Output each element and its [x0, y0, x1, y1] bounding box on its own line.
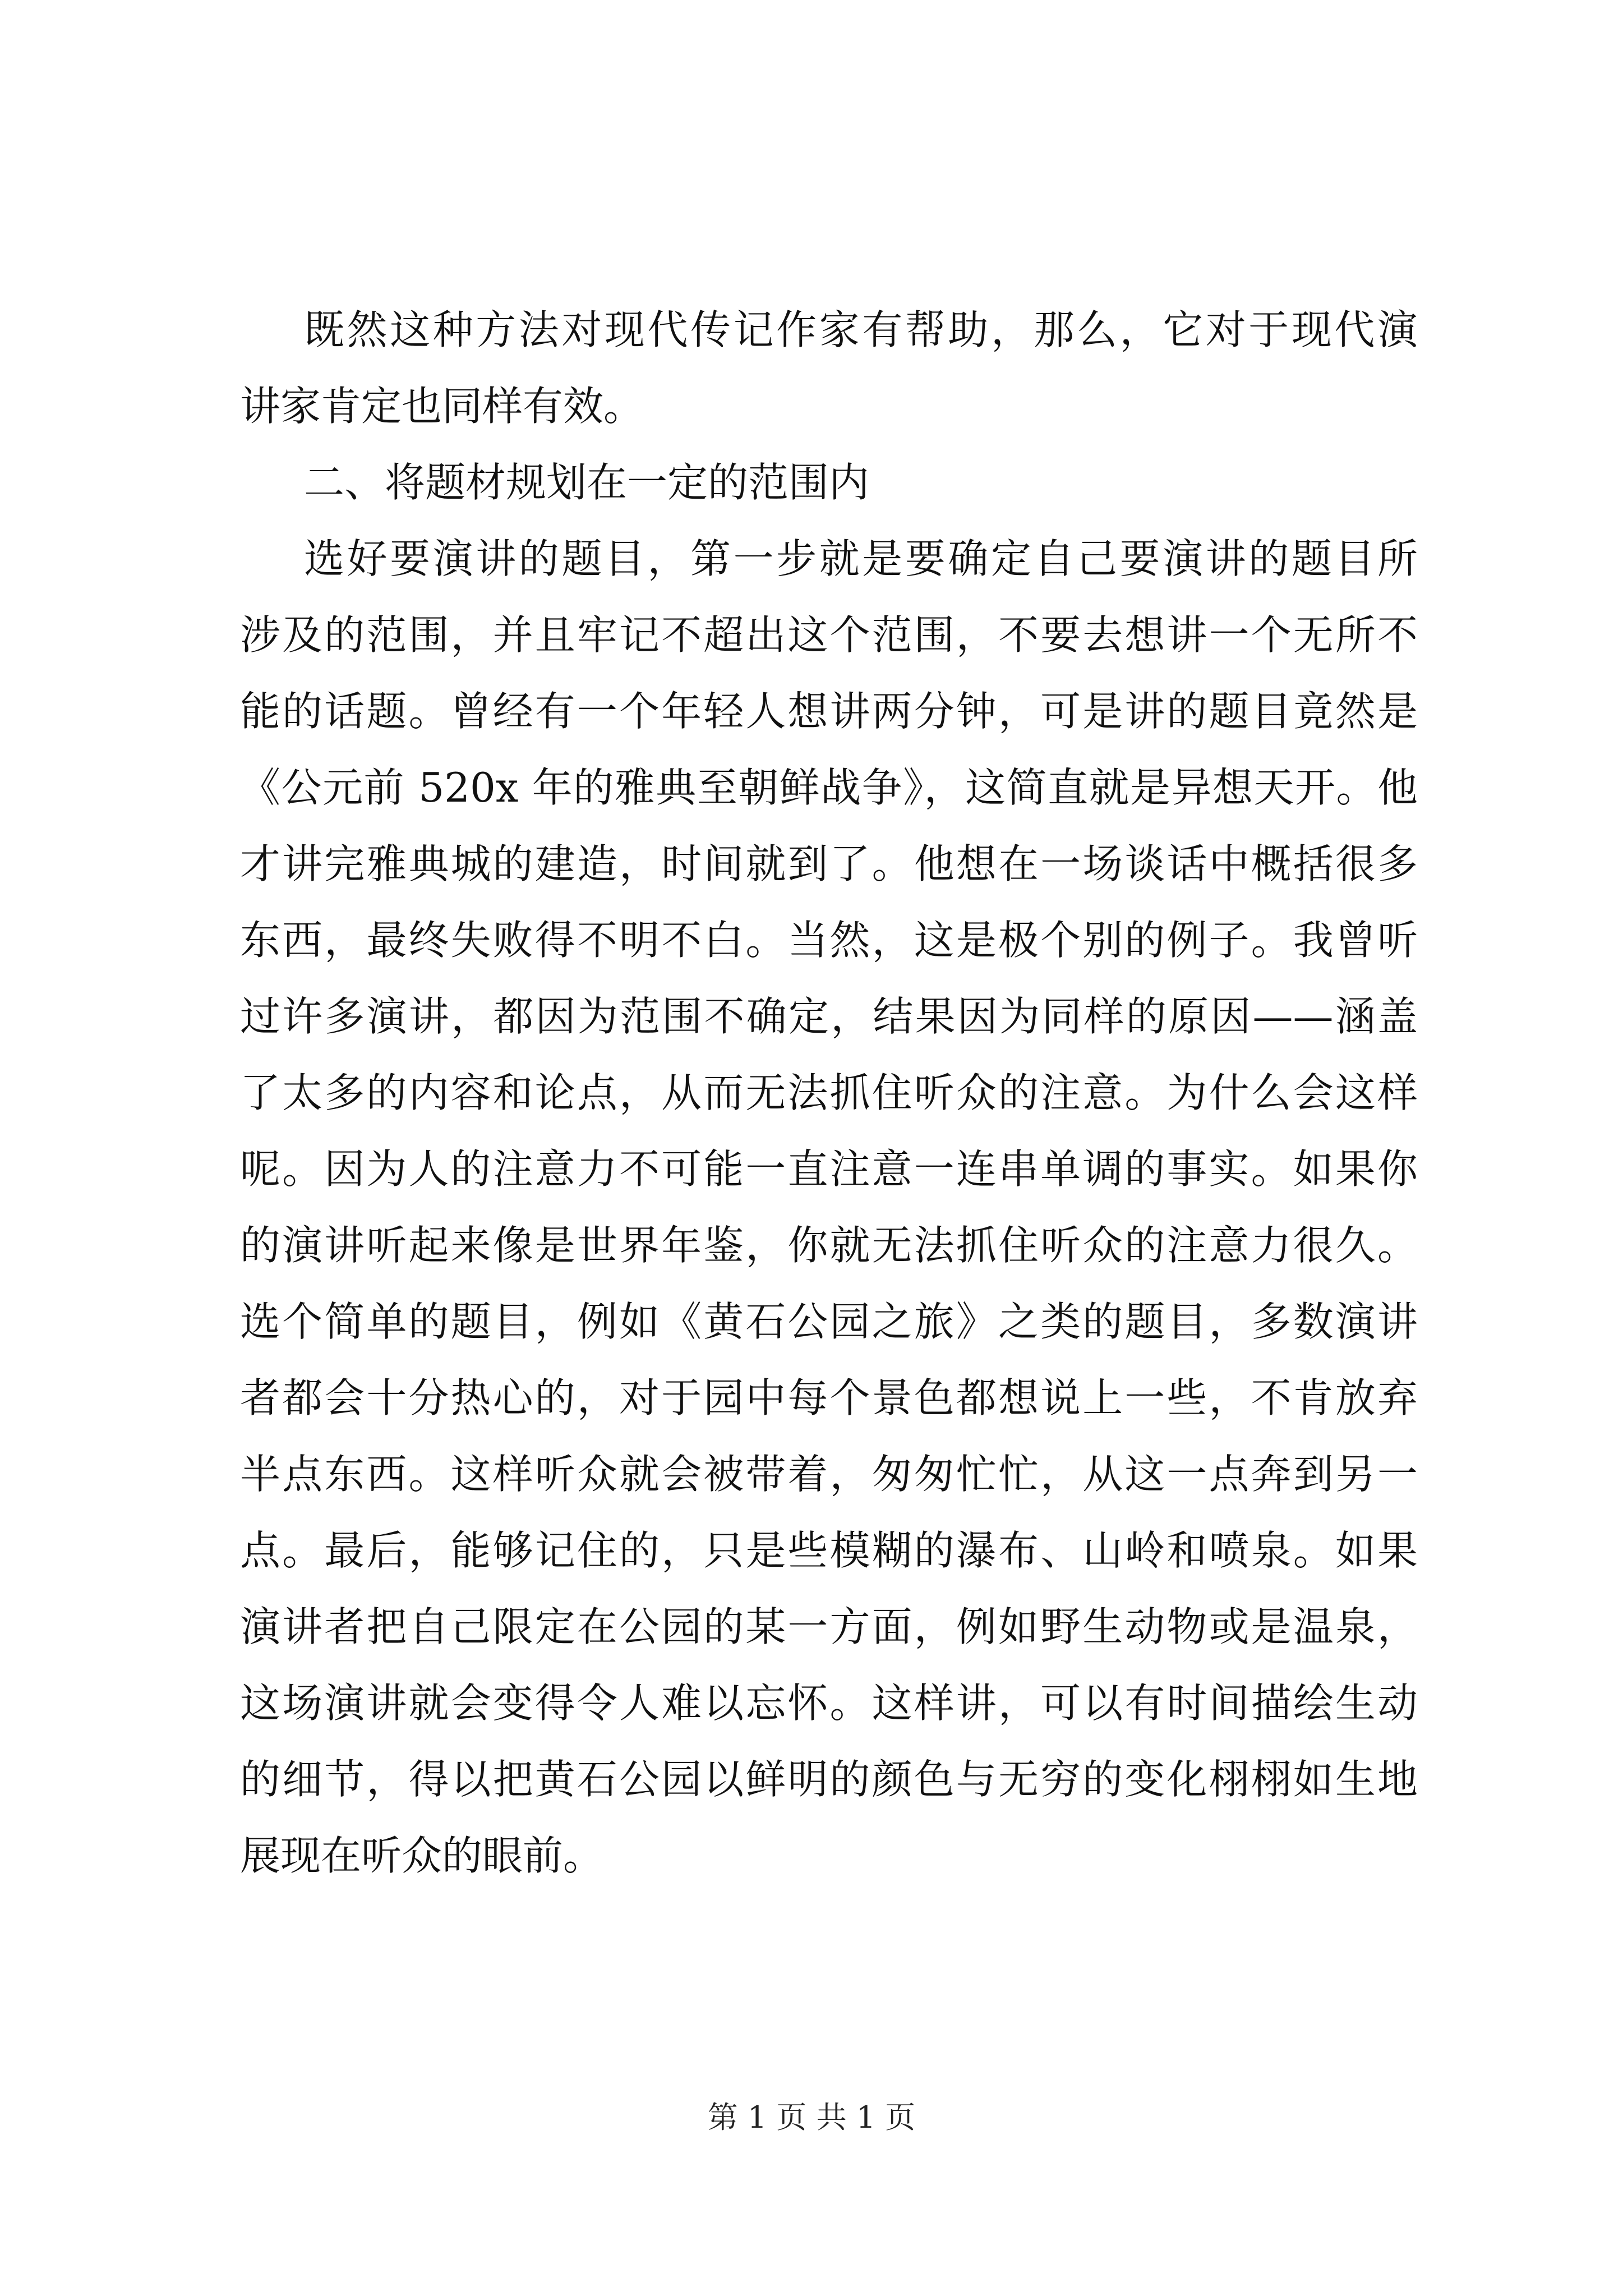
text-line: 才讲完雅典城的建造，时间就到了。他想在一场谈话中概括很多 [240, 840, 1418, 887]
text-line: 了太多的内容和论点，从而无法抓住听众的注意。为什么会这样 [240, 1069, 1418, 1116]
text-line: 半点东西。这样听众就会被带着，匆匆忙忙，从这一点奔到另一 [240, 1451, 1418, 1498]
document-body [240, 292, 1418, 1894]
text-line: 演讲者把自己限定在公园的某一方面，例如野生动物或是温泉， [240, 1603, 1418, 1650]
text-line: 讲家肯定也同样有效。 [240, 383, 644, 430]
text-line: 选好要演讲的题目，第一步就是要确定自己要演讲的题目所 [304, 535, 1418, 582]
text-line: 的演讲听起来像是世界年鉴，你就无法抓住听众的注意力很久。 [240, 1222, 1418, 1269]
paragraph [240, 521, 1418, 1894]
text-line: 的细节，得以把黄石公园以鲜明的颜色与无穷的变化栩栩如生地 [240, 1756, 1418, 1803]
page-footer: 第 1 页 共 1 页 [707, 2100, 916, 2135]
text-line: 者都会十分热心的，对于园中每个景色都想说上一些，不肯放弃 [240, 1374, 1418, 1421]
text-line: 过许多演讲，都因为范围不确定，结果因为同样的原因——涵盖 [240, 993, 1418, 1040]
text-line: 呢。因为人的注意力不可能一直注意一连串单调的事实。如果你 [240, 1145, 1418, 1193]
text-line: 东西，最终失败得不明不白。当然，这是极个别的例子。我曾听 [240, 917, 1418, 964]
text-line: 这场演讲就会变得令人难以忘怀。这样讲，可以有时间描绘生动 [240, 1680, 1418, 1727]
text-line: 选个简单的题目，例如《黄石公园之旅》之类的题目，多数演讲 [240, 1298, 1418, 1345]
text-line: 《公元前 520x 年的雅典至朝鲜战争》，这简直就是异想天开。他 [240, 764, 1418, 811]
text-line: 涉及的范围，并且牢记不超出这个范围，不要去想讲一个无所不 [240, 611, 1418, 659]
text-line: 展现在听众的眼前。 [240, 1832, 604, 1879]
text-line: 既然这种方法对现代传记作家有帮助，那么，它对于现代演 [304, 306, 1418, 353]
text-line: 二、将题材规划在一定的范围内 [304, 459, 870, 506]
section-heading [240, 444, 1418, 521]
text-line: 能的话题。曾经有一个年轻人想讲两分钟，可是讲的题目竟然是 [240, 688, 1418, 735]
text-line: 点。最后，能够记住的，只是些模糊的瀑布、山岭和喷泉。如果 [240, 1527, 1418, 1574]
paragraph [240, 292, 1418, 444]
